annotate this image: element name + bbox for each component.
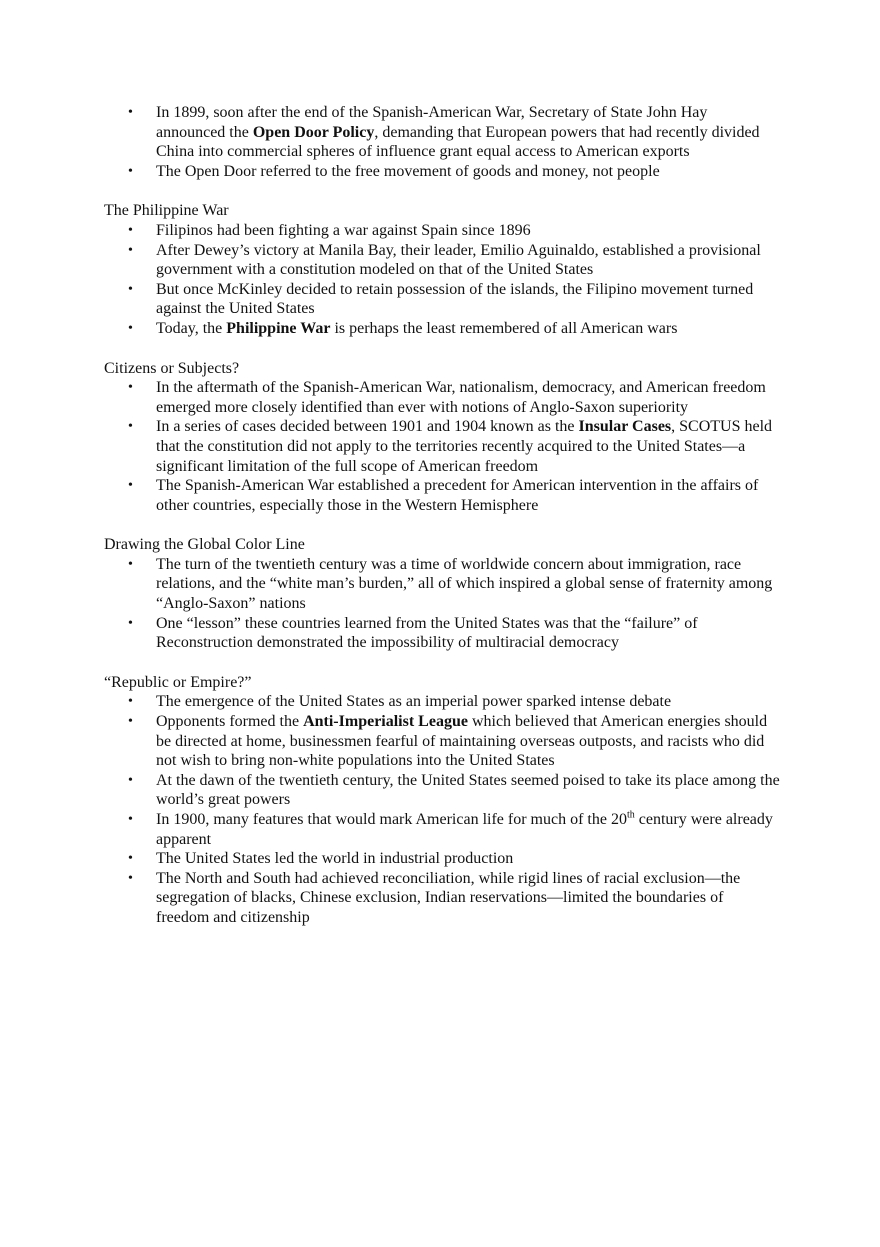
superscript: th [626, 809, 635, 821]
item-text: In the aftermath of the Spanish-American War, nationalism, democracy, and American freedom emerged more closely identified than ever with notions of Anglo-Saxon superiority [156, 379, 766, 416]
bullet-icon: • [128, 242, 133, 258]
bullet-icon: • [128, 772, 133, 788]
section-heading-republic-or-empire: “Republic or Empire?” [104, 673, 252, 691]
item-text-continued: , SCOTUS held that the constitution did not apply to the territories recently acquired to the United States—a significant limitation of the full scope of American freedom [156, 418, 773, 475]
item-text: In 1900, many features that would mark American life for much of the 20 [156, 811, 627, 828]
item-text-continued: is perhaps the least remembered of all American wars [330, 319, 678, 337]
republic-bullet-list [104, 692, 780, 927]
list-item [104, 849, 780, 869]
philippine-war-bullet-list [104, 221, 780, 339]
list-item [104, 241, 780, 280]
bullet-icon: • [128, 222, 133, 238]
list-item [104, 555, 780, 614]
bullet-icon: • [128, 714, 133, 730]
list-item [104, 417, 780, 476]
item-text: In a series of cases decided between 1901 and 1904 known as the [156, 418, 579, 436]
bullet-icon: • [128, 281, 133, 297]
item-text: After Dewey’s victory at Manila Bay, their leader, Emilio Aguinaldo, established a provisional government with a constitution modeled on that of the United States [156, 241, 761, 279]
list-item [104, 103, 780, 162]
bullet-icon: • [128, 320, 133, 336]
bullet-icon: • [128, 380, 133, 396]
bullet-icon: • [128, 615, 133, 631]
list-item [104, 162, 780, 182]
item-bold-term: Open Door Policy [252, 123, 375, 141]
list-item [104, 614, 780, 653]
bullet-icon: • [128, 105, 133, 120]
list-item [104, 280, 780, 319]
intro-bullet-list [104, 103, 780, 181]
section-heading-global-color-line: Drawing the Global Color Line [104, 536, 305, 554]
item-text-continued: , demanding that European powers that had recently divided China into commercial spheres of influence grant equal access to American exports [156, 123, 760, 161]
list-item [104, 712, 780, 771]
citizens-bullet-list [104, 378, 780, 515]
item-text: Opponents formed the [156, 713, 304, 731]
list-item [104, 319, 780, 339]
list-item [104, 810, 780, 849]
bullet-icon: • [128, 694, 133, 710]
bullet-icon: • [128, 556, 133, 572]
list-item [104, 378, 780, 417]
list-item [104, 771, 780, 810]
item-text-continued: century were already apparent [156, 811, 773, 848]
bullet-icon: • [128, 478, 133, 494]
spacer [104, 515, 780, 535]
item-text: The turn of the twentieth century was a time of worldwide concern about immigration, race relations, and the “white man’s burden,” all of which inspired a global sense of fraternity among “Anglo-Saxon” nations [156, 555, 773, 613]
bullet-icon: • [128, 163, 133, 179]
list-item [104, 692, 780, 712]
color-line-bullet-list [104, 555, 780, 653]
section-heading-citizens-or-subjects: Citizens or Subjects? [104, 359, 240, 377]
item-bold-term: Anti-Imperialist League [303, 713, 468, 731]
item-text: The Open Door referred to the free movement of goods and money, not people [156, 162, 660, 180]
document-page [104, 103, 780, 928]
bullet-icon: • [128, 419, 133, 435]
bullet-icon: • [128, 851, 133, 867]
item-text: Filipinos had been fighting a war against Spain since 1896 [156, 221, 531, 239]
item-text: The North and South had achieved reconciliation, while rigid lines of racial exclusion—the segregation of blacks, Chinese exclusion, Indian reservations—limited the boundaries of freedom and citizenship [156, 869, 741, 926]
item-text: The Spanish-American War established a precedent for American intervention in the affairs of other countries, especially those in the Western Hemisphere [156, 477, 759, 514]
list-item [104, 221, 780, 241]
bullet-icon: • [128, 812, 133, 827]
item-text: One “lesson” these countries learned from the United States was that the “failure” of Reconstruction demonstrated the impossibility of multiracial democracy [156, 614, 698, 652]
item-bold-term: Insular Cases [578, 418, 672, 436]
spacer [104, 181, 780, 201]
item-text: The United States led the world in industrial production [156, 850, 514, 868]
list-item [104, 869, 780, 928]
spacer [104, 339, 780, 359]
item-text: At the dawn of the twentieth century, the United States seemed poised to take its place among the world’s great powers [156, 771, 780, 809]
item-bold-term: Philippine War [226, 319, 331, 337]
list-item [104, 476, 780, 515]
item-text-continued: which believed that American energies should be directed at home, businessmen fearful of maintaining overseas outposts, and racists who did not wish to bring non-white populations into the United States [156, 713, 768, 770]
item-text: But once McKinley decided to retain possession of the islands, the Filipino movement turned against the United States [156, 280, 754, 318]
spacer [104, 653, 780, 673]
bullet-icon: • [128, 870, 133, 886]
item-text: Today, the [156, 319, 227, 337]
item-text: The emergence of the United States as an imperial power sparked intense debate [156, 693, 672, 711]
section-heading-philippine-war: The Philippine War [104, 202, 229, 220]
item-text: In 1899, soon after the end of the Spanish-American War, Secretary of State John Hay announced the [156, 104, 708, 141]
